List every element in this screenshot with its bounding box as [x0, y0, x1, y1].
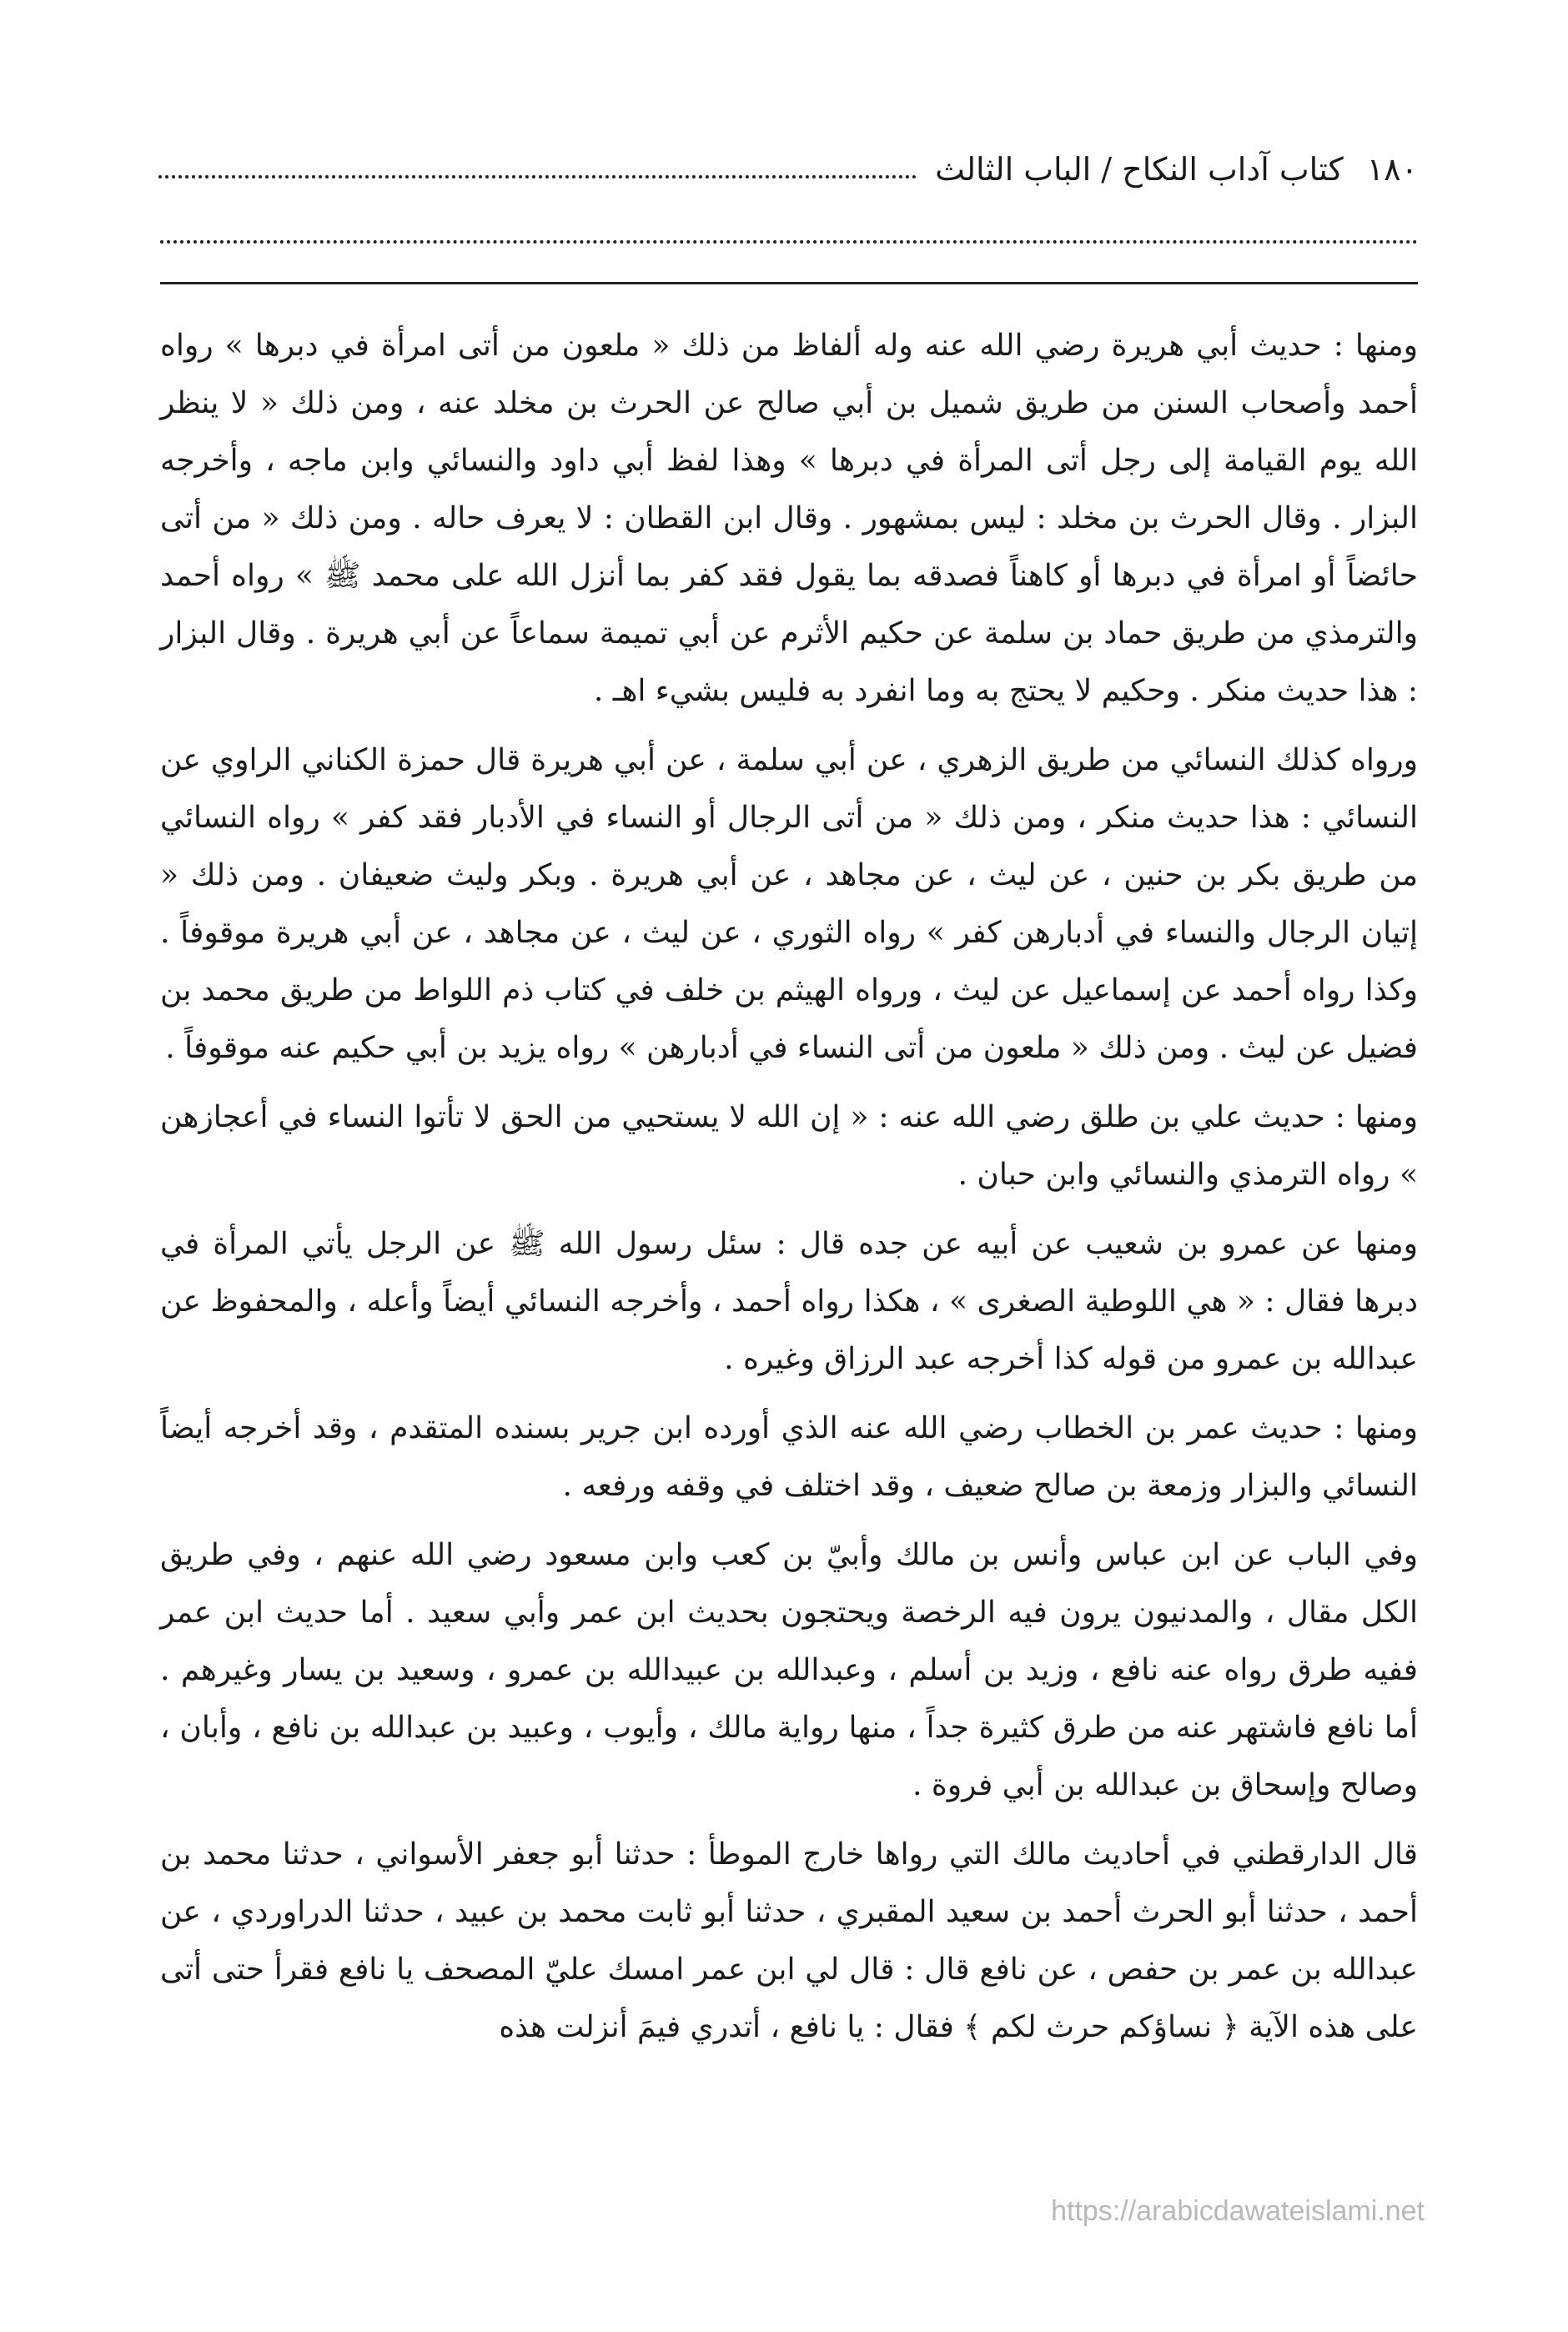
solid-divider [160, 282, 1418, 284]
running-title: كتاب آداب النكاح / الباب الثالث [935, 151, 1344, 188]
paragraph-1: ومنها : حديث أبي هريرة رضي الله عنه وله ألفاظ من ذلك « ملعون من أتى امرأة في دبرها » رواه أحمد وأصحاب السنن من طريق شميل بن أبي صالح عن الحرث بن مخلد عنه ، ومن ذلك « لا ينظر الله يوم القيامة إلى رجل أتى المرأة في دبرها » وهذا لفظ أبي داود والنسائي وابن ماجه ، وأخرجه البزار . وقال الحرث بن مخلد : ليس بمشهور . وقال ابن القطان : لا يعرف حاله . ومن ذلك « من أتى حائضاً أو امرأة في دبرها أو كاهناً فصدقه بما يقول فقد كفر بما أنزل الله على محمد ﷺ » رواه أحمد والترمذي من طريق حماد بن سلمة عن حكيم الأثرم عن أبي تميمة سماعاً عن أبي هريرة . وقال البزار : هذا حديث منكر . وحكيم لا يحتج به وما انفرد به فليس بشيء اهـ . [160, 329, 1418, 708]
watermark-url: https://arabicdawateislami.net [1051, 2195, 1425, 2227]
header-dotted-leader [158, 175, 917, 178]
paragraph-5: ومنها : حديث عمر بن الخطاب رضي الله عنه الذي أورده ابن جرير بسنده المتقدم ، وقد أخرجه أيضاً النسائي والبزار وزمعة بن صالح ضعيف ، وقد اختلف في وقفه ورفعه . [160, 1411, 1418, 1503]
paragraph-3: ومنها : حديث علي بن طلق رضي الله عنه : « إن الله لا يستحيي من الحق لا تأتوا النساء في أعجازهن » رواه الترمذي والنسائي وابن حبان . [160, 1100, 1418, 1192]
body-text [160, 317, 1418, 2068]
paragraph-4: ومنها عن عمرو بن شعيب عن أبيه عن جده قال : سئل رسول الله ﷺ عن الرجل يأتي المرأة في دبرها فقال : « هي اللوطية الصغرى » ، هكذا رواه أحمد ، وأخرجه النسائي أيضاً وأعله ، والمحفوظ عن عبدالله بن عمرو من قوله كذا أخرجه عبد الرزاق وغيره . [160, 1227, 1418, 1376]
paragraph-2: ورواه كذلك النسائي من طريق الزهري ، عن أبي سلمة ، عن أبي هريرة قال حمزة الكناني الراوي عن النسائي : هذا حديث منكر ، ومن ذلك « من أتى الرجال أو النساء في الأدبار فقد كفر » رواه النسائي من طريق بكر بن حنين ، عن ليث ، عن مجاهد ، عن أبي هريرة . وبكر وليث ضعيفان . ومن ذلك « إتيان الرجال والنساء في أدبارهن كفر » رواه الثوري ، عن ليث ، عن مجاهد ، عن أبي هريرة موقوفاً . وكذا رواه أحمد عن إسماعيل عن ليث ، ورواه الهيثم بن خلف في كتاب ذم اللواط من طريق محمد بن فضيل عن ليث . ومن ذلك « ملعون من أتى النساء في أدبارهن » رواه يزيد بن أبي حكيم عنه موقوفاً . [160, 743, 1419, 1065]
page-number: ١٨٠ [1366, 151, 1418, 188]
page-header [158, 140, 1418, 199]
paragraph-6: وفي الباب عن ابن عباس وأنس بن مالك وأبيّ بن كعب وابن مسعود رضي الله عنهم ، وفي طريق الكل مقال ، والمدنيون يرون فيه الرخصة ويحتجون بحديث ابن عمر وأبي سعيد . أما حديث ابن عمر ففيه طرق رواه عنه نافع ، وزيد بن أسلم ، وعبدالله بن عبيدالله بن عمرو ، وسعيد بن يسار وغيرهم . أما نافع فاشتهر عنه من طرق كثيرة جداً ، منها رواية مالك ، وأيوب ، وعبيد بن عبدالله بن نافع ، وأبان ، وصالح وإسحاق بن عبدالله بن أبي فروة . [160, 1538, 1418, 1802]
paragraph-7: قال الدارقطني في أحاديث مالك التي رواها خارج الموطأ : حدثنا أبو جعفر الأسواني ، حدثنا محمد بن أحمد ، حدثنا أبو الحرث أحمد بن سعيد المقبري ، حدثنا أبو ثابت محمد بن عبيد ، حدثنا الدراوردي ، عن عبدالله بن عمر بن حفص ، عن نافع قال : قال لي ابن عمر امسك عليّ المصحف يا نافع فقرأ حتى أتى على هذه الآية ﴿ نساؤكم حرث لكم ﴾ فقال : يا نافع ، أتدري فيمَ أنزلت هذه [160, 1837, 1418, 2044]
dotted-divider [160, 240, 1418, 244]
